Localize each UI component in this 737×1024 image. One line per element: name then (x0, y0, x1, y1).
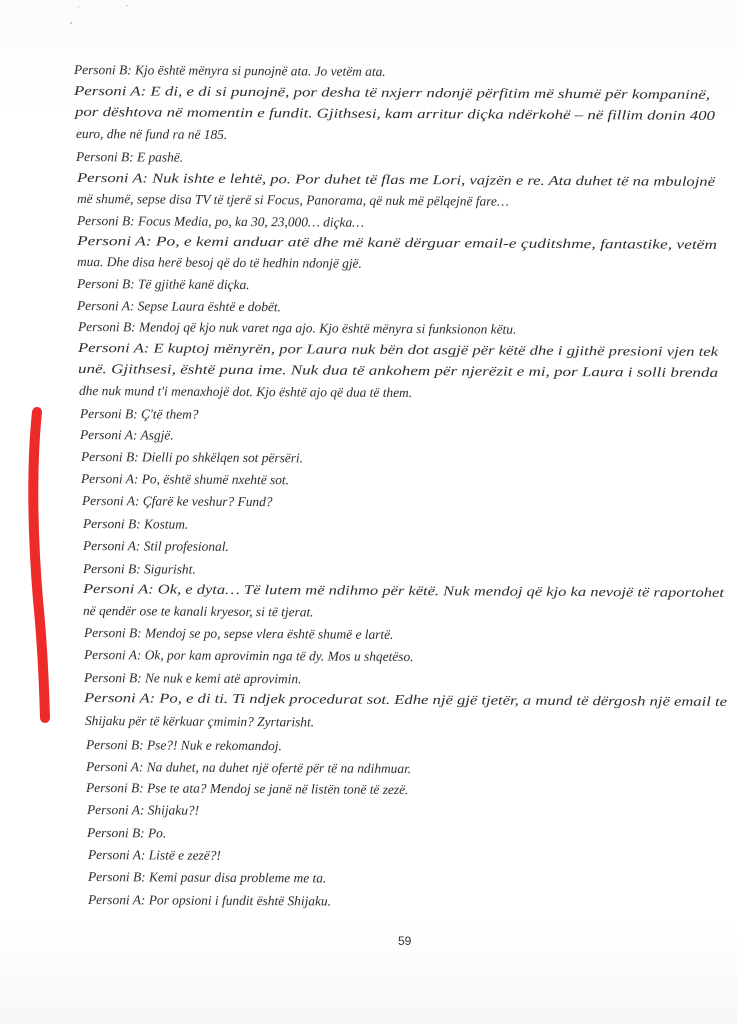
dialogue-line: Personi A: E di, e di si punojnë, por desha të nxjerr ndonjë përfitim më shumë për kompaninë, (73, 83, 711, 102)
dialogue-line: Personi A: E kuptoj mënyrën, por Laura nuk bën dot asgjë për këtë dhe i gjithë presioni vjen tek (77, 340, 719, 359)
dialogue-line: Personi A: Listë e zezë?! (87, 847, 221, 863)
dialogue-line: Personi A: Ok, por kam aprovimin nga të dy. Mos u shqetëso. (83, 647, 414, 665)
dialogue-line: Personi A: Po, është shumë nxehtë sot. (80, 471, 290, 488)
dialogue-line: Personi A: Shijaku?! (86, 802, 200, 818)
dialogue-line: Personi A: Ok, e dyta… Të lutem më ndihmo për këtë. Nuk mendoj që kjo ka nevojë të raportohet (82, 581, 725, 600)
dialogue-line: Personi B: Pse te ata? Mendoj se janë në listën tonë të zezë. (85, 780, 409, 797)
dialogue-line: Personi A: Por opsioni i fundit është Shijaku. (87, 892, 332, 909)
dialogue-line: unë. Gjithsesi, është puna ime. Nuk dua të ankohem për njerëzit e mi, por Laura i solli brenda (77, 361, 719, 380)
dialogue-line: Personi A: Asgjë. (79, 427, 174, 443)
dialogue-line: Personi B: E pashë. (75, 149, 184, 165)
dialogue-line: Personi B: Focus Media, po, ka 30, 23,000… diçka… (76, 213, 365, 230)
dialogue-line: Personi B: Sigurisht. (82, 561, 196, 577)
dialogue-line: Personi A: Po, e kemi anduar atë dhe më kanë dërguar email-e çuditshme, fantastike, vetëm (76, 233, 718, 252)
dialogue-line: Personi B: Të gjithë kanë diçka. (76, 276, 250, 293)
dialogue-line: Personi B: Po. (86, 825, 167, 841)
dialogue-line: Personi B: Kemi pasur disa probleme me ta. (87, 869, 327, 886)
dialogue-line: Personi A: Stil profesional. (82, 538, 229, 554)
page-number: 59 (398, 934, 412, 948)
dialogue-line: Personi B: Ç'të them? (79, 406, 199, 422)
dialogue-line: mua. Dhe disa herë besoj që do të hedhin ndonjë gjë. (76, 254, 362, 271)
dialogue-line: dhe nuk mund t'i menaxhojë dot. Kjo është ajo që dua të them. (78, 383, 413, 401)
dialogue-line: Personi A: Na duhet, na duhet një ofertë për të na ndihmuar. (85, 759, 412, 776)
dialogue-line: Personi B: Ne nuk e kemi atë aprovimin. (83, 670, 302, 687)
dialogue-line: Shijaku për të kërkuar çmimin? Zyrtarisht. (84, 713, 315, 730)
dialogue-line: por dështova në momentin e fundit. Gjithsesi, kam arritur diçka ndërkohë – në fillim donin 400 (74, 104, 716, 123)
dialogue-line: Personi B: Kostum. (82, 516, 189, 532)
dialogue-line: Personi A: Po, e di ti. Ti ndjek procedurat sot. Edhe një gjë tjetër, a mund të dërgosh një email te (83, 690, 728, 709)
dialogue-line: Personi A: Nuk ishte e lehtë, po. Por duhet të flas me Lori, vajzën e re. Ata duhet të na mbulojnë (76, 170, 716, 189)
dialogue-line: euro, dhe në fund ra në 185. (75, 126, 228, 142)
dialogue-line: Personi B: Dielli po shkëlqen sot përsëri. (80, 449, 304, 466)
dialogue-line: Personi B: Mendoj se po, sepse vlera është shumë e lartë. (83, 625, 394, 642)
dialogue-line: Personi A: Sepse Laura është e dobët. (76, 298, 281, 315)
dialogue-line: në qendër ose te kanali kryesor, si të tjerat. (82, 603, 314, 620)
dialogue-line: Personi B: Kjo është mënyra si punojnë ata. Jo vetëm ata. (73, 62, 386, 79)
dialogue-line: Personi B: Pse?! Nuk e rekomandoj. (85, 737, 282, 754)
dialogue-line: Personi B: Mendoj që kjo nuk varet nga ajo. Kjo është mënyra si funksionon këtu. (77, 319, 517, 337)
dialogue-line: më shumë, sepse disa TV të tjerë si Focus, Panorama, që nuk më pëlqejnë fare… (76, 191, 509, 209)
dialogue-line: Personi A: Çfarë ke veshur? Fund? (81, 493, 273, 510)
